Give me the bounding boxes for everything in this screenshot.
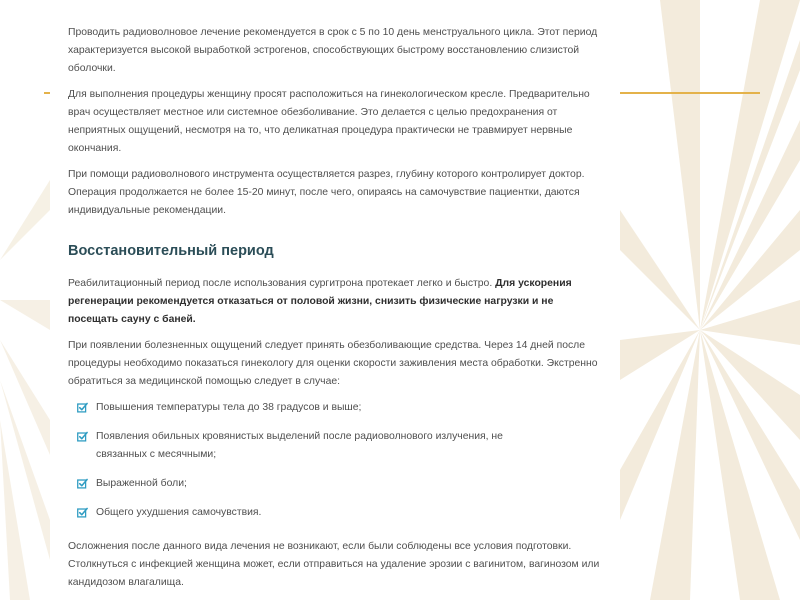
list-item-text: Выраженной боли;: [96, 478, 187, 489]
list-item: [68, 475, 602, 493]
paragraph-recovery: [68, 275, 602, 329]
checkbox-checked-icon: [77, 507, 88, 518]
paragraph-complications: Осложнения после данного вида лечения не возникают, если были соблюдены все условия подготовки. Столкнуться с инфекцией женщина может, если отправиться на удаление эрозии с вагинитом, вагинозом или кандидозом влагалища.: [68, 541, 600, 588]
checkbox-checked-icon: [77, 478, 88, 489]
paragraph-timing: Проводить радиоволновое лечение рекомендуется в срок с 5 по 10 день менструального цикла. Этот период характеризуется высокой выработкой эстрогенов, способствующих быстрому восстановлению слизистой оболочки.: [68, 27, 598, 74]
list-item: [68, 504, 602, 522]
paragraph-warning: При появлении болезненных ощущений следует принять обезболивающие средства. Через 14 дней после процедуры необходимо показаться гинекологу для оценки скорости заживления места обработки. Экстренно обратиться за медицинской помощью следует в случае:: [68, 340, 598, 387]
list-item: [68, 428, 602, 464]
list-item-text: Появления обильных кровянистых выделений после радиоволнового излучения, не связанных с месячными;: [96, 431, 503, 460]
section-heading: Восстановительный период: [68, 243, 274, 259]
list-item: [68, 399, 602, 417]
accent-line-right: [614, 92, 760, 94]
paragraph-procedure: Для выполнения процедуры женщину просят расположиться на гинекологическом кресле. Предварительно врач осуществляет местное или системное обезболивание. Это делается с целью предохранения от неприятных ощущений, несмотря на то, что деликатная процедура практически не травмирует нервные окончания.: [68, 89, 590, 154]
list-item-text: Общего ухудшения самочувствия.: [96, 507, 262, 518]
recovery-intro-text: Реабилитационный период после использования сургитрона протекает легко и быстро.: [68, 278, 493, 289]
checkbox-checked-icon: [77, 431, 88, 442]
recovery-bold-text: Для ускорения регенерации рекомендуется отказаться от половой жизни, снизить физические нагрузки и не посещать сауну с баней.: [68, 278, 572, 325]
symptom-checklist: [68, 399, 602, 522]
list-item-text: Повышения температуры тела до 38 градусов и выше;: [96, 402, 362, 413]
paragraph-operation: При помощи радиоволнового инструмента осуществляется разрез, глубину которого контролирует доктор. Операция продолжается не более 15-20 минут, после чего, опираясь на самочувствие пациентки, даются индивидуальные рекомендации.: [68, 169, 585, 216]
checkbox-checked-icon: [77, 402, 88, 413]
article-screenshot: [50, 14, 620, 588]
